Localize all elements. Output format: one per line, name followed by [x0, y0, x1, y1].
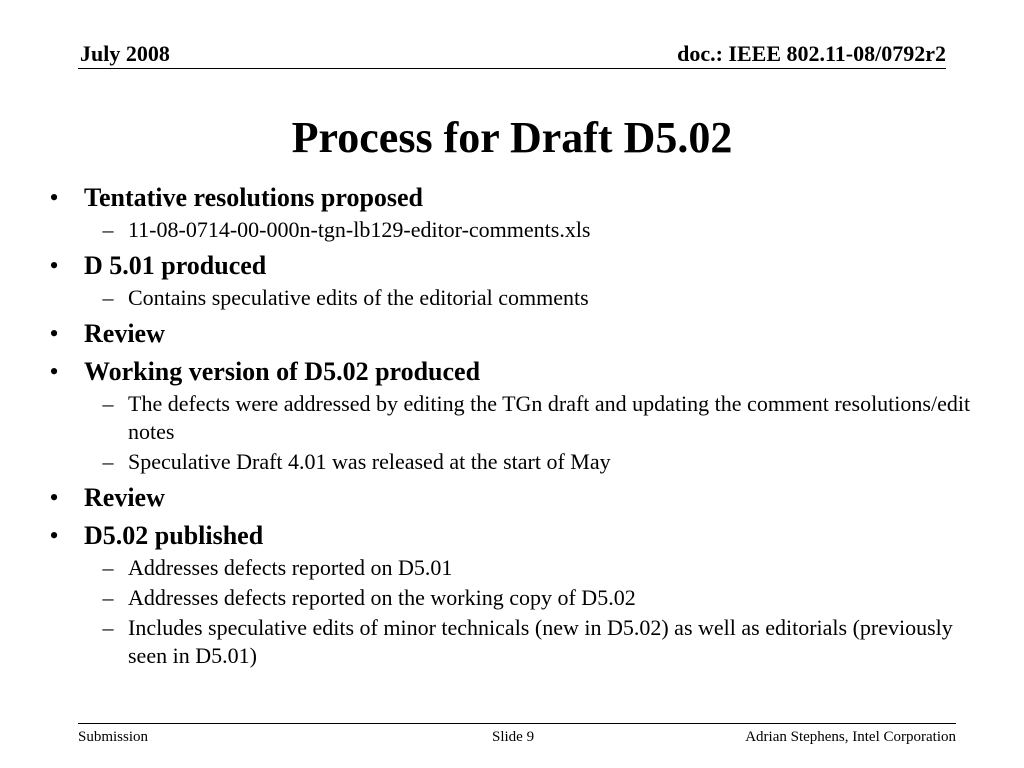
bullet-item	[44, 520, 984, 552]
bullet-item	[44, 482, 984, 514]
sub-bullet-item	[44, 584, 984, 612]
bullet-item	[44, 356, 984, 388]
header-doc-id: doc.: IEEE 802.11-08/0792r2	[677, 41, 946, 66]
bullet-marker: •	[49, 521, 59, 550]
bullet-text: Review	[84, 483, 165, 512]
footer-slide-number: Slide 9	[492, 729, 535, 745]
sub-bullet-marker: –	[102, 217, 114, 242]
bullet-text: D5.02 published	[84, 521, 264, 550]
sub-bullet-text: Speculative Draft 4.01 was released at the start of May	[128, 449, 611, 474]
bullet-text: Working version of D5.02 produced	[84, 357, 481, 386]
sub-bullet-item	[44, 216, 984, 244]
sub-bullet-text: Includes speculative edits of minor technicals (new in D5.02) as well as editorials (previously seen in D5.01)	[128, 615, 953, 668]
sub-bullet-item	[44, 554, 984, 582]
bullet-text: Review	[84, 319, 165, 348]
header-date: July 2008	[80, 41, 170, 66]
footer-submission: Submission	[78, 729, 149, 745]
bullet-marker: •	[49, 251, 59, 280]
bullet-marker: •	[49, 357, 59, 386]
sub-bullet-text: The defects were addressed by editing the TGn draft and updating the comment resolutions/edit notes	[128, 391, 971, 444]
sub-bullet-text: Addresses defects reported on D5.01	[128, 555, 453, 580]
sub-bullet-marker: –	[102, 585, 114, 610]
sub-bullet-item	[44, 390, 984, 446]
footer-divider	[78, 723, 956, 724]
bullet-marker: •	[49, 183, 59, 212]
bullet-list	[44, 182, 984, 670]
bullet-text: Tentative resolutions proposed	[84, 183, 424, 212]
sub-bullet-marker: –	[102, 615, 114, 640]
sub-bullet-marker: –	[102, 391, 114, 416]
bullet-item	[44, 182, 984, 214]
bullet-item	[44, 250, 984, 282]
sub-bullet-marker: –	[102, 555, 114, 580]
sub-bullet-text: Contains speculative edits of the editorial comments	[128, 285, 589, 310]
bullet-marker: •	[49, 319, 59, 348]
bullet-item	[44, 318, 984, 350]
sub-bullet-item	[44, 448, 984, 476]
header-divider	[78, 68, 946, 69]
sub-bullet-item	[44, 614, 984, 670]
sub-bullet-text: 11-08-0714-00-000n-tgn-lb129-editor-comments.xls	[128, 217, 591, 242]
footer-author: Adrian Stephens, Intel Corporation	[745, 729, 956, 745]
bullet-text: D 5.01 produced	[84, 251, 267, 280]
sub-bullet-text: Addresses defects reported on the working copy of D5.02	[128, 585, 636, 610]
bullet-marker: •	[49, 483, 59, 512]
sub-bullet-marker: –	[102, 449, 114, 474]
slide-title: Process for Draft D5.02	[291, 113, 733, 162]
sub-bullet-item	[44, 284, 984, 312]
sub-bullet-marker: –	[102, 285, 114, 310]
